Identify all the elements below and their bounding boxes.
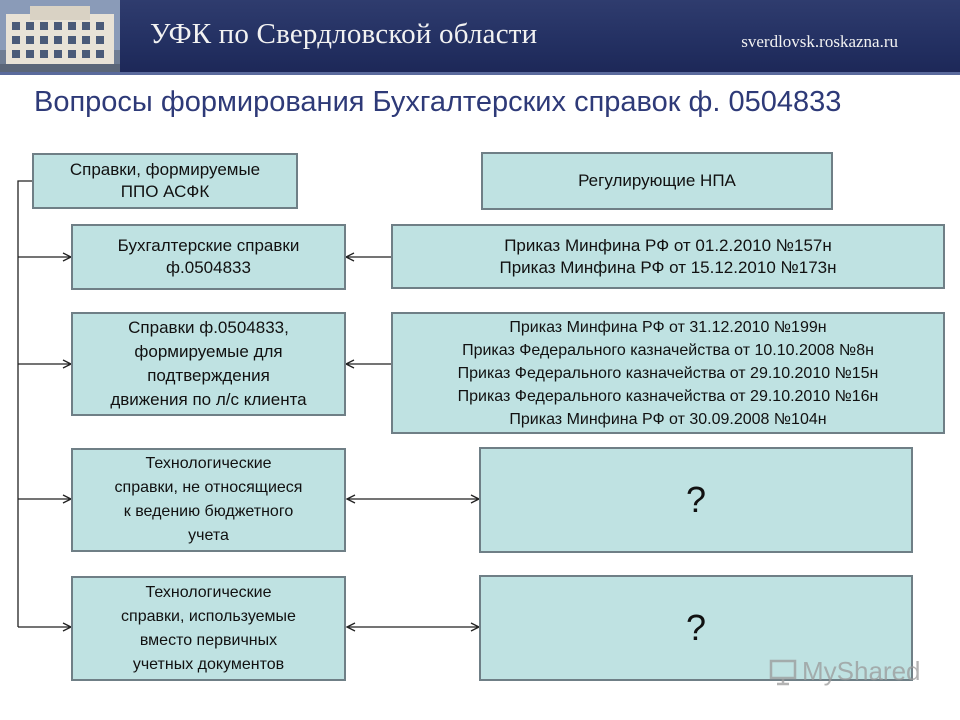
accounting-box-label: Бухгалтерские справки ф.0504833 — [117, 236, 300, 277]
tech-non-budget-box — [71, 448, 346, 552]
unknown-box-2-label: ? — [685, 607, 707, 648]
unknown-box-1 — [479, 447, 913, 553]
watermark — [768, 656, 921, 687]
unknown-box-1-label: ? — [685, 479, 707, 520]
npa-header-label: Регулирующие НПА — [578, 171, 736, 190]
tech-non-budget-box-label: Технологические справки, не относящиеся к ведению бюджетного учета — [114, 455, 303, 544]
slide-title: Вопросы формирования Бухгалтерских справок ф. 0504833 — [34, 86, 842, 118]
root-box-label: Справки, формируемые ППО АСФК — [69, 160, 261, 201]
org-title: УФК по Свердловской области — [150, 18, 538, 50]
orders-box-1 — [391, 224, 945, 289]
tech-primary-box-label: Технологические справки, используемые вместо первичных учетных документов — [121, 583, 296, 673]
movement-box — [71, 312, 346, 416]
orders-box-2-label: Приказ Минфина РФ от 31.12.2010 №199н Приказ Федерального казначейства от 10.10.2008 №8н Приказ Федерального казначейства от 29.10.2010 №15н Приказ Федерального казначейства от 29.10.2010 №16н Приказ Минфина РФ от 30.09.2008 №104н — [457, 318, 879, 428]
orders-box-2 — [391, 312, 945, 434]
trunk-line — [18, 181, 32, 627]
root-box — [32, 153, 298, 209]
npa-header-box — [481, 152, 833, 210]
presentation-icon — [768, 657, 798, 687]
accounting-box — [71, 224, 346, 290]
site-url: sverdlovsk.roskazna.ru — [741, 32, 898, 51]
watermark-text: MyShared — [802, 656, 921, 686]
movement-box-label: Справки ф.0504833, формируемые для подтверждения движения по л/с клиента — [110, 318, 307, 409]
orders-box-1-label: Приказ Минфина РФ от 01.2.2010 №157н Приказ Минфина РФ от 15.12.2010 №173н — [499, 235, 837, 277]
tech-primary-box — [71, 576, 346, 681]
